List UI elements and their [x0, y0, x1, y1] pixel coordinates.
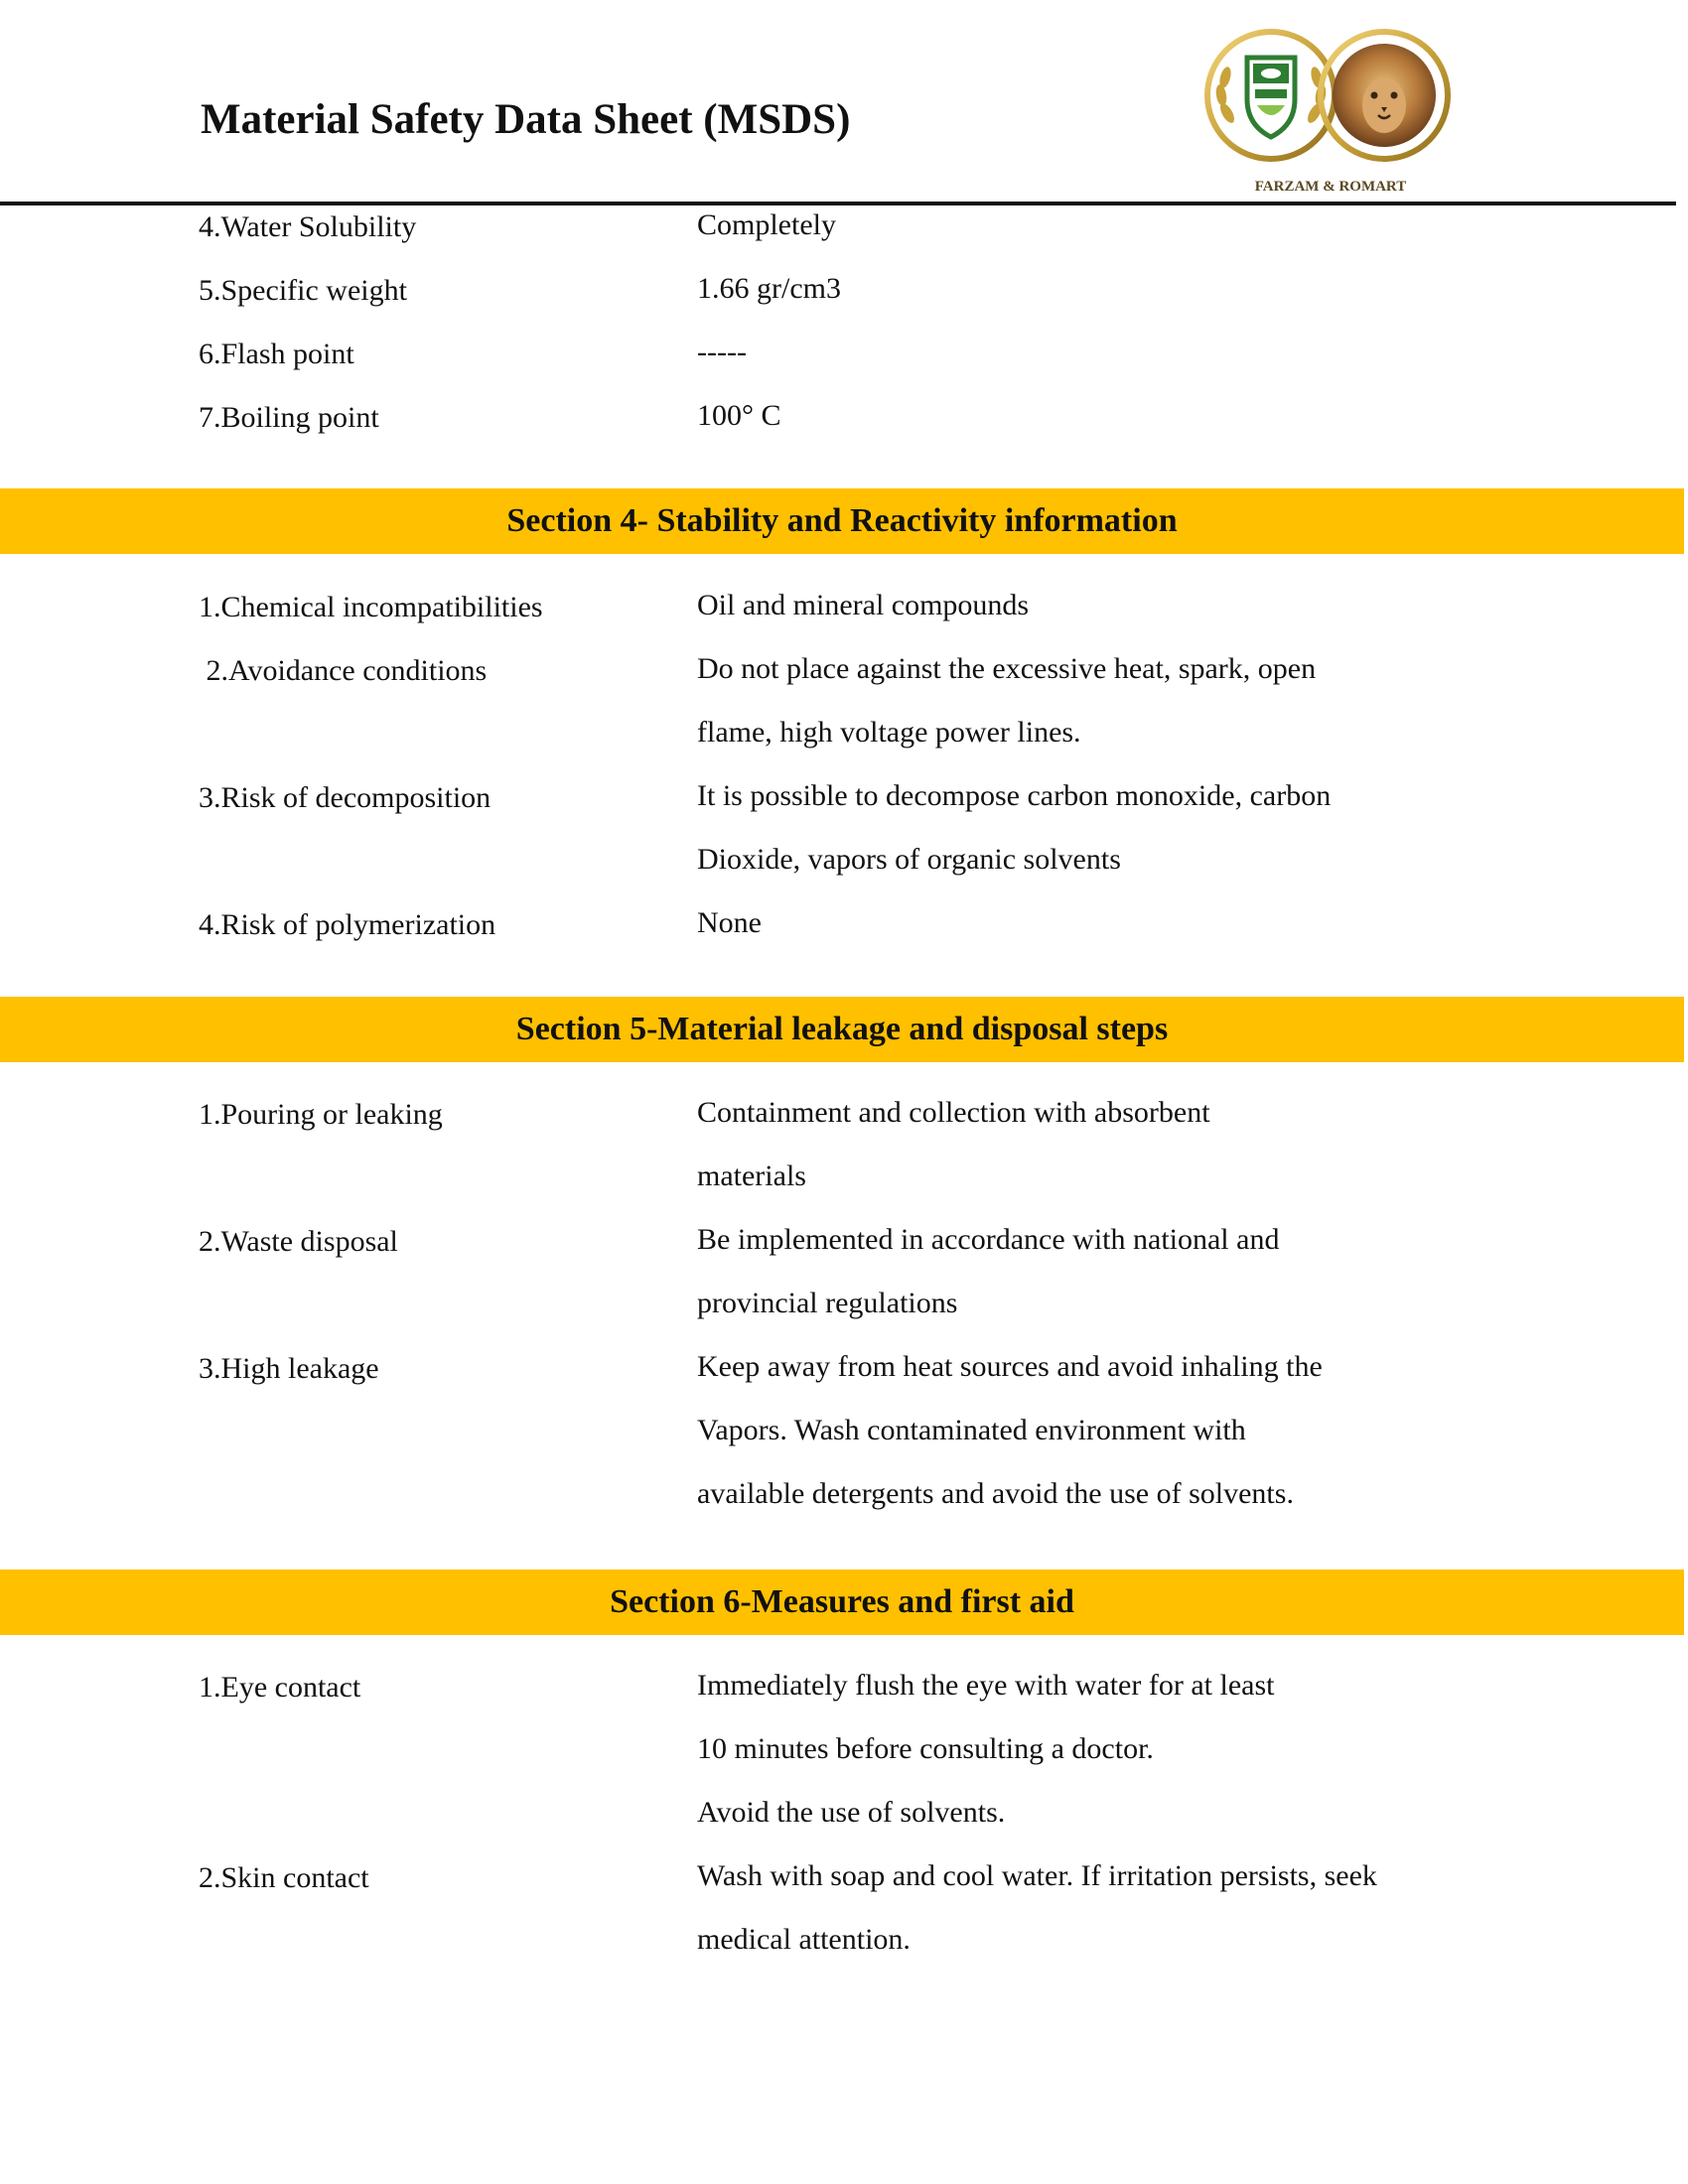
row-value-line: flame, high voltage power lines. — [697, 716, 1081, 749]
row-value-line: Avoid the use of solvents. — [697, 1796, 1006, 1829]
property-label: 6.Flash point — [199, 338, 354, 370]
row-value-line: Vapors. Wash contaminated environment with — [697, 1414, 1246, 1446]
row-value — [697, 1861, 1377, 1988]
property-value-line: 1.66 gr/cm3 — [697, 272, 841, 305]
row-value-line: Do not place against the excessive heat, spark, open — [697, 652, 1317, 685]
property-value-line: 100° C — [697, 399, 781, 432]
property-label: 7.Boiling point — [199, 401, 379, 434]
section-4-header — [0, 488, 1684, 554]
row-value-line: Wash with soap and cool water. If irritation persists, seek — [697, 1859, 1377, 1892]
row-label: 2.Skin contact — [199, 1861, 369, 1894]
document-title: Material Safety Data Sheet (MSDS) — [201, 96, 851, 143]
row-value — [697, 1098, 1210, 1225]
property-value-line: Completely — [697, 208, 836, 241]
row-value-line: Be implemented in accordance with national and — [697, 1223, 1280, 1256]
row-label: 3.High leakage — [199, 1352, 379, 1385]
row-value — [697, 1225, 1279, 1352]
section-title: Section 4- Stability and Reactivity information — [506, 502, 1178, 539]
row-label: 1.Eye contact — [199, 1671, 361, 1704]
row-value — [697, 908, 762, 972]
row-label: 4.Risk of polymerization — [199, 908, 496, 941]
section-5-header — [0, 997, 1684, 1062]
row-label: 2.Waste disposal — [199, 1225, 398, 1258]
property-label: 5.Specific weight — [199, 274, 407, 307]
property-value-line: ----- — [697, 336, 747, 368]
row-value-line: Oil and mineral compounds — [697, 589, 1030, 621]
row-value-line: 10 minutes before consulting a doctor. — [697, 1732, 1154, 1765]
company-logo — [1199, 14, 1462, 203]
row-value — [697, 1671, 1274, 1861]
row-label: 2.Avoidance conditions — [199, 654, 488, 687]
section-6-header — [0, 1570, 1684, 1635]
row-value-line: materials — [697, 1160, 806, 1192]
row-value-line: medical attention. — [697, 1923, 911, 1956]
property-value — [697, 401, 781, 465]
row-label: 1.Chemical incompatibilities — [199, 591, 543, 623]
row-value-line: Immediately flush the eye with water for at least — [697, 1669, 1275, 1702]
row-value-line: Keep away from heat sources and avoid inhaling the — [697, 1350, 1323, 1383]
row-value-line: Containment and collection with absorbent — [697, 1096, 1210, 1129]
row-value — [697, 654, 1316, 781]
row-label: 1.Pouring or leaking — [199, 1098, 443, 1131]
row-value-line: It is possible to decompose carbon monoxide, carbon — [697, 779, 1332, 812]
row-value-line: available detergents and avoid the use of solvents. — [697, 1477, 1294, 1510]
row-value — [697, 781, 1331, 908]
row-value-line: Dioxide, vapors of organic solvents — [697, 843, 1121, 876]
header-divider — [0, 202, 1676, 205]
property-value — [697, 210, 836, 274]
logo-text: FARZAM & ROMART — [1254, 179, 1407, 195]
section-title: Section 6-Measures and first aid — [610, 1583, 1074, 1620]
row-label: 3.Risk of decomposition — [199, 781, 492, 814]
section-title: Section 5-Material leakage and disposal steps — [515, 1011, 1169, 1047]
row-value — [697, 1352, 1323, 1543]
row-value-line: provincial regulations — [697, 1287, 958, 1319]
logo-graphic — [1199, 14, 1462, 203]
row-value-line: None — [697, 906, 762, 939]
property-value — [697, 338, 747, 401]
property-value — [697, 274, 841, 338]
property-label: 4.Water Solubility — [199, 210, 417, 243]
row-value — [697, 591, 1029, 654]
